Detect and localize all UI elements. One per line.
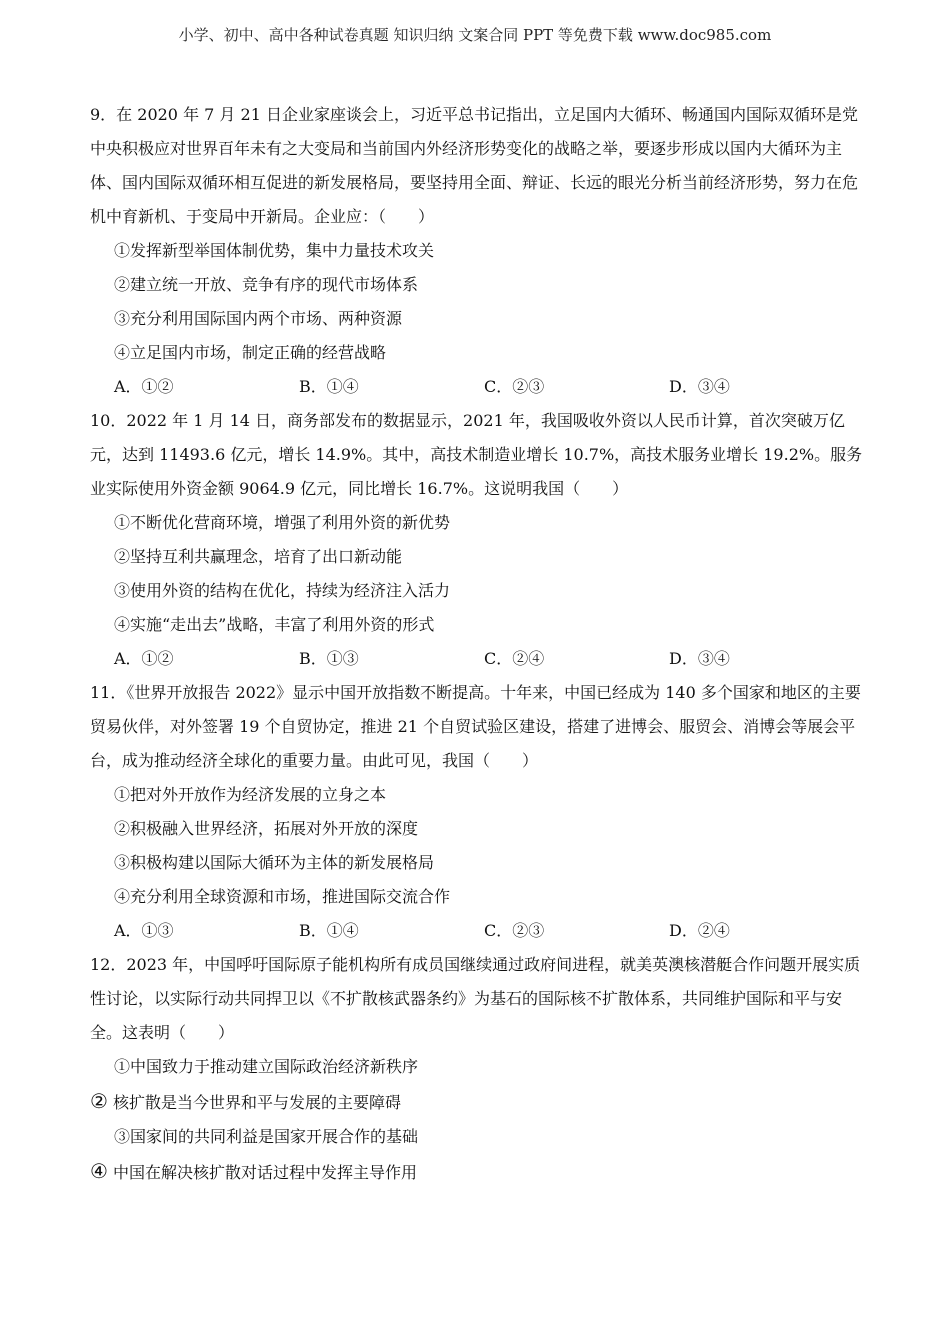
choice-a: A．①③: [114, 921, 174, 940]
option-2-text: 核扩散是当今世界和平与发展的主要障碍: [107, 1093, 402, 1112]
choice-a: A．①②: [114, 377, 174, 396]
option-1: ①不断优化营商环境，增强了利用外资的新优势: [114, 513, 451, 532]
option-3: ③充分利用国际国内两个市场、两种资源: [114, 309, 403, 328]
option-3: ③使用外资的结构在优化，持续为经济注入活力: [114, 581, 451, 600]
question-stem: 12．2023 年，中国呼吁国际原子能机构所有成员国继续通过政府间进程，就美英澳核潜艇合作问题开展实质性讨论，以实际行动共同捍卫以《不扩散核武器条约》为基石的国际核不扩散体系，共同维护国际和平与安全。这表明（ ）: [90, 955, 861, 1042]
choice-b: B．①③: [299, 649, 359, 668]
option-1: ①发挥新型举国体制优势，集中力量技术攻关: [114, 241, 435, 260]
option-4: [90, 1154, 870, 1190]
choice-d: D．③④: [669, 377, 730, 396]
option-2: ②坚持互利共赢理念，培育了出口新动能: [114, 547, 403, 566]
question-12: [90, 948, 870, 1190]
choice-c: C．②③: [484, 921, 545, 940]
question-9: [90, 98, 870, 404]
option-2: [90, 1084, 870, 1120]
question-stem: 11．《世界开放报告 2022》显示中国开放指数不断提高。十年来，中国已经成为 140 多个国家和地区的主要贸易伙伴，对外签署 19 个自贸协定，推进 21 个自贸试验区建设，搭建了进博会、服贸会、消博会等展会平台，成为推动经济全球化的重要力量。由此可见，我国（ ）: [90, 683, 861, 770]
question-11: [90, 676, 870, 948]
question-stem: 9．在 2020 年 7 月 21 日企业家座谈会上，习近平总书记指出，立足国内大循环、畅通国内国际双循环是党中央积极应对世界百年未有之大变局和当前国内外经济形势变化的战略之举，要逐步形成以国内大循环为主体、国内国际双循环相互促进的新发展格局，要坚持用全面、辩证、长远的眼光分析当前经济形势，努力在危机中育新机、于变局中开新局。企业应：（ ）: [90, 105, 859, 226]
option-2-marker: ②: [90, 1089, 108, 1113]
option-2: ②积极融入世界经济，拓展对外开放的深度: [114, 819, 419, 838]
question-10: [90, 404, 870, 676]
option-4: ④实施“走出去”战略，丰富了利用外资的形式: [114, 615, 435, 634]
answer-choices: [90, 642, 870, 676]
option-4: ④立足国内市场，制定正确的经营战略: [114, 343, 387, 362]
choice-d: D．③④: [669, 649, 730, 668]
option-3: ③国家间的共同利益是国家开展合作的基础: [114, 1127, 419, 1146]
option-4-marker: ④: [90, 1159, 108, 1183]
option-3: ③积极构建以国际大循环为主体的新发展格局: [114, 853, 435, 872]
option-4-text: 中国在解决核扩散对话过程中发挥主导作用: [107, 1163, 418, 1182]
choice-a: A．①②: [114, 649, 174, 668]
choice-c: C．②④: [484, 649, 545, 668]
choice-c: C．②③: [484, 377, 545, 396]
option-4: ④充分利用全球资源和市场，推进国际交流合作: [114, 887, 451, 906]
choice-b: B．①④: [299, 921, 359, 940]
answer-choices: [90, 914, 870, 948]
choice-d: D．②④: [669, 921, 730, 940]
choice-b: B．①④: [299, 377, 359, 396]
page-header: 小学、初中、高中各种试卷真题 知识归纳 文案合同 PPT 等免费下载 www.doc985.com: [178, 26, 772, 44]
option-1: ①把对外开放作为经济发展的立身之本: [114, 785, 387, 804]
question-content: [90, 98, 870, 1190]
question-stem: 10．2022 年 1 月 14 日，商务部发布的数据显示，2021 年，我国吸收外资以人民币计算，首次突破万亿元，达到 11493.6 亿元，增长 14.9%。其中，高技术制造业增长 10.7%，高技术服务业增长 19.2%。服务业实际使用外资金额 9064.9 亿元，同比增长 16.7%。这说明我国（ ）: [90, 411, 863, 498]
option-2: ②建立统一开放、竞争有序的现代市场体系: [114, 275, 419, 294]
answer-choices: [90, 370, 870, 404]
option-1: ①中国致力于推动建立国际政治经济新秩序: [114, 1057, 419, 1076]
